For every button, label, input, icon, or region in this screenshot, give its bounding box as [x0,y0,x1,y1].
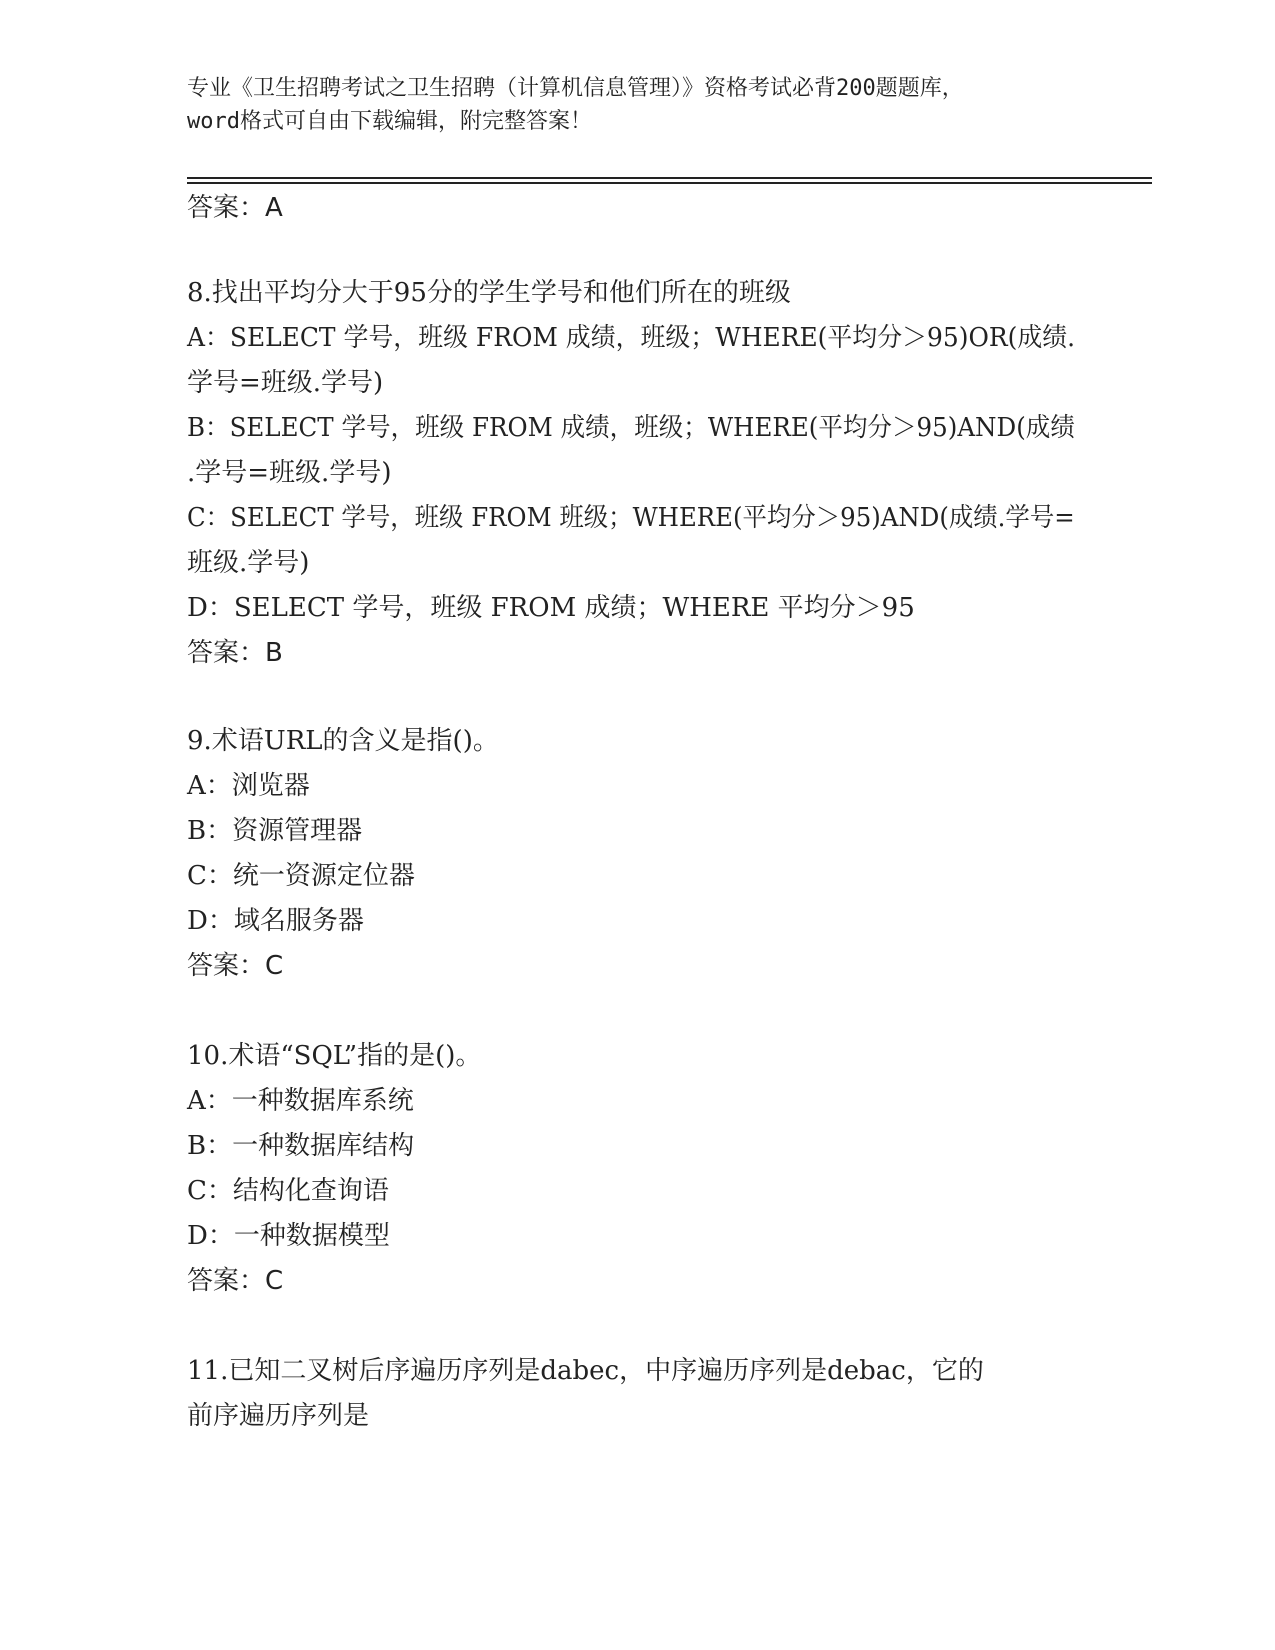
question-9-answer: 答案：C [187,951,284,981]
question-10-stem: 10.术语“SQL”指的是()。 [187,1041,482,1071]
header-line-2: word格式可自由下载编辑，附完整答案！ [187,109,592,134]
question-9-option-c: C：统一资源定位器 [187,861,415,891]
document-header [187,72,1087,138]
question-8-option-a: A：SELECT 学号，班级 FROM 成绩，班级；WHERE(平均分＞95)OR(成绩. [187,323,1076,353]
question-10-option-c: C：结构化查询语 [187,1176,389,1206]
header-divider-bottom [187,182,1152,184]
question-10-option-a: A：一种数据库系统 [187,1086,414,1116]
question-8-option-b-cont: .学号=班级.学号) [187,458,392,488]
answer-previous: 答案：A [187,193,283,223]
question-8-option-c: C：SELECT 学号，班级 FROM 班级；WHERE(平均分＞95)AND(成绩.学号= [187,503,1075,533]
question-8-option-b: B：SELECT 学号，班级 FROM 成绩，班级；WHERE(平均分＞95)AND(成绩 [187,413,1075,443]
question-9-stem: 9.术语URL的含义是指()。 [187,726,499,756]
question-8-option-a-cont: 学号=班级.学号) [187,368,384,398]
question-8-option-c-cont: 班级.学号) [187,548,310,578]
question-10-answer: 答案：C [187,1266,284,1296]
question-11-stem: 11.已知二叉树后序遍历序列是dabec，中序遍历序列是debac，它的 [187,1356,984,1386]
header-line-1: 专业《卫生招聘考试之卫生招聘（计算机信息管理）》资格考试必背200题题库， [187,76,964,101]
question-11-stem-cont: 前序遍历序列是 [187,1401,370,1431]
question-10-option-b: B：一种数据库结构 [187,1131,415,1161]
question-8-stem: 8.找出平均分大于95分的学生学号和他们所在的班级 [187,278,791,308]
header-divider-top [187,177,1152,179]
question-9-option-a: A：浏览器 [187,771,310,801]
question-10-option-d: D：一种数据模型 [187,1221,390,1251]
question-8-option-d: D：SELECT 学号，班级 FROM 成绩；WHERE 平均分＞95 [187,593,915,623]
question-9-option-d: D：域名服务器 [187,906,364,936]
question-8-answer: 答案：B [187,638,283,668]
question-9-option-b: B：资源管理器 [187,816,363,846]
